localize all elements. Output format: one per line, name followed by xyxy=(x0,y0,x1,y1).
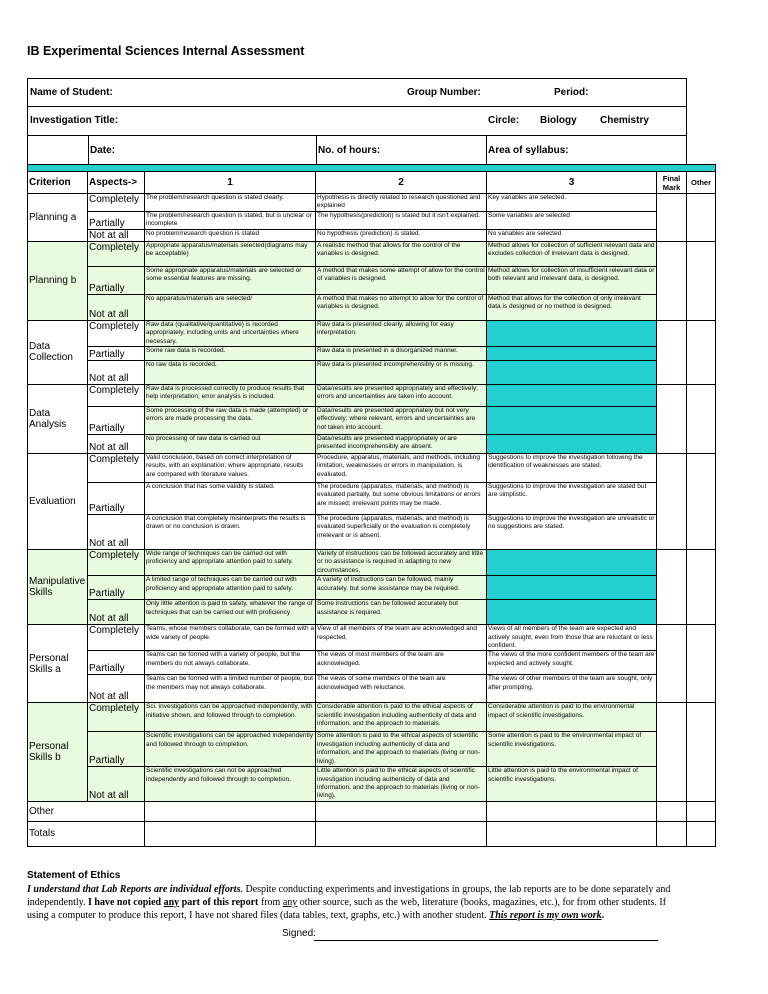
final-mark-cell[interactable] xyxy=(657,801,687,821)
other-cell[interactable] xyxy=(687,703,716,801)
criterion-name: Planning b xyxy=(28,241,88,320)
aspect-label: Completely xyxy=(88,703,145,732)
final-mark-cell[interactable] xyxy=(657,194,687,242)
descriptor-level-3: Views of all members of the team are expected and actively sought, even from those that are reluctant or less confident. xyxy=(487,625,657,651)
aspect-label: Completely xyxy=(88,320,145,346)
table-row xyxy=(28,407,716,435)
descriptor-level-1: The problem/research question is stated clearly. xyxy=(145,194,316,212)
table-row xyxy=(28,801,716,821)
other-row-label: Other xyxy=(28,801,145,821)
criterion-name: Data Analysis xyxy=(28,385,88,454)
table-row xyxy=(28,600,716,625)
descriptor-level-3: The views of the more confident members of the team are expected and actively sought. xyxy=(487,651,657,675)
descriptor-level-1: No raw data is recorded. xyxy=(145,361,316,385)
aspect-label: Not at all xyxy=(88,435,145,454)
period-label: Period: xyxy=(554,87,589,98)
descriptor-level-3: No variables are selected xyxy=(487,229,657,241)
descriptor-level-3: Method that allows for the collection of only irrelevant data is designed or no method is designed. xyxy=(487,294,657,320)
other-cell[interactable] xyxy=(687,801,716,821)
table-row xyxy=(28,515,716,550)
investigation-row xyxy=(27,106,687,136)
aspect-label: Partially xyxy=(88,347,145,361)
col-level-2: 2 xyxy=(316,172,487,194)
descriptor-level-3 xyxy=(487,385,657,407)
biology-option[interactable]: Biology xyxy=(540,115,577,126)
descriptor-level-3: Suggestions to improve the investigation are unrealistic or no suggestions are stated. xyxy=(487,515,657,550)
totals-row-label: Totals xyxy=(28,821,145,846)
table-row xyxy=(28,483,716,515)
descriptor-level-3: Suggestions to improve the investigation are stated but are simplistic. xyxy=(487,483,657,515)
criterion-name: Manipulative Skills xyxy=(28,550,88,625)
table-row xyxy=(28,320,716,346)
descriptor-level-2: The views of some members of the team are acknowledged with reluctance. xyxy=(316,675,487,703)
final-mark-cell[interactable] xyxy=(657,625,687,703)
descriptor-level-2: Some instructions can be followed accurately but assistance is required. xyxy=(316,600,487,625)
final-mark-cell[interactable] xyxy=(657,320,687,384)
final-mark-cell[interactable] xyxy=(657,821,687,846)
aspect-label: Not at all xyxy=(88,361,145,385)
descriptor-level-3: Little attention is paid to the environmental impact of scientific investigations. xyxy=(487,767,657,802)
aspect-label: Not at all xyxy=(88,294,145,320)
aspect-label: Partially xyxy=(88,211,145,229)
aspect-label: Completely xyxy=(88,550,145,576)
student-info-row xyxy=(27,78,687,107)
descriptor-level-2: Procedure, apparatus, materials, and methods, including limitation, weaknesses or errors in manipulation, is evaluated. xyxy=(316,454,487,483)
table-row xyxy=(28,385,716,407)
aspect-label: Not at all xyxy=(88,675,145,703)
descriptor-level-2: Data/results are presented inappropriately or are presented incomprehensibly are absent. xyxy=(316,435,487,454)
descriptor-level-2: View of all members of the team are acknowledged and respected. xyxy=(316,625,487,651)
aspect-label: Not at all xyxy=(88,229,145,241)
descriptor-level-2: Variety of instructions can be followed accurately and little or no assistance is required in adapting to new circumstances. xyxy=(316,550,487,576)
aspect-label: Partially xyxy=(88,576,145,600)
descriptor-level-2: Hypothesis is directly related to research questioned and explained xyxy=(316,194,487,212)
table-row xyxy=(28,229,716,241)
descriptor-level-3: Method allows for collection of sufficient relevant data and excludes collection of irrelevant data is designed. xyxy=(487,241,657,266)
aspect-label: Completely xyxy=(88,241,145,266)
table-row xyxy=(28,211,716,229)
col-level-3: 3 xyxy=(487,172,657,194)
signed-label: Signed: xyxy=(282,928,316,939)
descriptor-level-2: Raw data is presented clearly, allowing for easy interpretation. xyxy=(316,320,487,346)
descriptor-level-1: Some raw data is recorded. xyxy=(145,347,316,361)
table-row xyxy=(28,266,716,294)
aspect-label: Partially xyxy=(88,732,145,767)
descriptor-level-1: A conclusion that completely misinterprets the results is drawn or no conclusion is drawn. xyxy=(145,515,316,550)
other-cell[interactable] xyxy=(687,385,716,454)
blank-cell xyxy=(145,821,316,846)
descriptor-level-1: Teams can be formed with a variety of people, but the members do not always collaborate. xyxy=(145,651,316,675)
rubric-table xyxy=(27,164,716,847)
aspect-label: Not at all xyxy=(88,767,145,802)
descriptor-level-1: Raw data (qualitative/quantitative) is recorded appropriately, including units and uncertainties where necessary. xyxy=(145,320,316,346)
chemistry-option[interactable]: Chemistry xyxy=(600,115,649,126)
descriptor-level-1: Teams can be formed with a limited number of people, but the members may not always collaborate. xyxy=(145,675,316,703)
blank-cell xyxy=(316,801,487,821)
descriptor-level-3: Key variables are selected. xyxy=(487,194,657,212)
table-row xyxy=(28,241,716,266)
descriptor-level-2: A method that makes some attempt of allow for the control of variables is designed. xyxy=(316,266,487,294)
descriptor-level-2: Considerable attention is paid to the ethical aspects of scientific investigation including authenticity of data and information, and the approach to materials. xyxy=(316,703,487,732)
descriptor-level-2: Data/results are presented appropriately and effectively; errors and uncertainties are taken into account. xyxy=(316,385,487,407)
criterion-name: Personal Skills a xyxy=(28,625,88,703)
descriptor-level-1: Teams, whose members collaborate, can be formed with a wide variety of people. xyxy=(145,625,316,651)
descriptor-level-3: Considerable attention is paid to the environmental impact of scientific investigations. xyxy=(487,703,657,732)
other-cell[interactable] xyxy=(687,320,716,384)
descriptor-level-3 xyxy=(487,407,657,435)
descriptor-level-2: Some attention is paid to the ethical aspects of scientific investigation including authenticity of data and information, and the approach to materials (living or non-living). xyxy=(316,732,487,767)
criterion-name: Data Collection xyxy=(28,320,88,384)
aspect-label: Partially xyxy=(88,407,145,435)
aspect-label: Not at all xyxy=(88,600,145,625)
hours-label: No. of hours: xyxy=(318,145,381,156)
descriptor-level-1: Sci. investigations can be approached independently, with initiative shown, and followed through to completion. xyxy=(145,703,316,732)
table-row xyxy=(28,576,716,600)
descriptor-level-3 xyxy=(487,600,657,625)
table-row xyxy=(28,361,716,385)
descriptor-level-1: Some processing of the raw data is made (attempted) or errors are made processing the data. xyxy=(145,407,316,435)
descriptor-level-3 xyxy=(487,320,657,346)
descriptor-level-1: Only little attention is paid to safety, whatever the range of techniques that can be carried out with proficiency xyxy=(145,600,316,625)
descriptor-level-1: Scientific investigations can be approached independently and followed through to completion. xyxy=(145,732,316,767)
table-row xyxy=(28,435,716,454)
descriptor-level-3 xyxy=(487,347,657,361)
descriptor-level-1: Valid conclusion, based on correct interpretation of results, with an explanation; where appropriate, results are compared with literature values. xyxy=(145,454,316,483)
investigation-label: Investigation Title: xyxy=(30,115,119,126)
descriptor-level-1: No apparatus/materials are selected/ xyxy=(145,294,316,320)
ethics-statement: I understand that Lab Reports are individual efforts. Despite conducting experiments and investigations in groups, the lab reports are to be done separately and independently. I have not copied any part of this report from any other source, such as the web, literature (books, magazines, etc.), for from other students. If using a computer to produce this report, I have not shared files (data tables, text, graphs, etc.) with another student. This report is my own work. xyxy=(27,884,671,921)
other-cell[interactable] xyxy=(687,194,716,242)
aspect-label: Completely xyxy=(88,194,145,212)
descriptor-level-2: Raw data is presented incomprehensibly or is missing. xyxy=(316,361,487,385)
descriptor-level-2: Raw data is presented in a disorganized manner. xyxy=(316,347,487,361)
table-row xyxy=(28,821,716,846)
table-row xyxy=(28,347,716,361)
final-mark-cell[interactable] xyxy=(657,454,687,550)
aspect-label: Completely xyxy=(88,454,145,483)
blank-cell xyxy=(487,821,657,846)
table-row xyxy=(28,454,716,483)
descriptor-level-3 xyxy=(487,361,657,385)
descriptor-level-3 xyxy=(487,435,657,454)
descriptor-level-2: A realistic method that allows for the control of the variables is designed. xyxy=(316,241,487,266)
descriptor-level-2: Data/results are presented appropriately but not very effectively; where relevant, errors and uncertainties are not taken into account. xyxy=(316,407,487,435)
final-mark-cell[interactable] xyxy=(657,241,687,320)
aspect-label: Partially xyxy=(88,651,145,675)
descriptor-level-1: Appropriate apparatus/materials selected(diagrams may be acceptable) xyxy=(145,241,316,266)
aspect-label: Completely xyxy=(88,385,145,407)
descriptor-level-1: The problem/research question is stated, but is unclear or incomplete xyxy=(145,211,316,229)
descriptor-level-2: The procedure (apparatus, materials, and method) is evaluated partially, but some obvious limitations or errors are missed; irrelevant points may be made. xyxy=(316,483,487,515)
descriptor-level-1: Scientific investigations can not be approached independently and followed through to completion. xyxy=(145,767,316,802)
descriptor-level-1: Some appropriate apparatus/materials are selected or some essential features are missing. xyxy=(145,266,316,294)
page-title: IB Experimental Sciences Internal Assessment xyxy=(27,44,305,58)
table-row xyxy=(28,550,716,576)
descriptor-level-2: The hypothesis(prediction) is stated but it isn't explained. xyxy=(316,211,487,229)
col-other: Other xyxy=(687,172,716,194)
blank-cell xyxy=(145,801,316,821)
table-row xyxy=(28,651,716,675)
name-label: Name of Student: xyxy=(30,87,113,98)
descriptor-level-2: A variety of instructions can be followed, mainly accurately, but some assistance may be required. xyxy=(316,576,487,600)
descriptor-level-1: Raw data is processed correctly to produce results that help interpretation; error analysis is included. xyxy=(145,385,316,407)
blank-cell xyxy=(487,801,657,821)
other-cell[interactable] xyxy=(687,241,716,320)
table-row xyxy=(28,675,716,703)
descriptor-level-2: A method that makes no attempt to allow for the control of variables is designed. xyxy=(316,294,487,320)
aspect-label: Partially xyxy=(88,483,145,515)
descriptor-level-1: A limited range of techniques can be carried out with proficiency and appropriate attention paid to safety. xyxy=(145,576,316,600)
descriptor-level-2: The procedure (apparatus, materials, and method) is evaluated superficially or the evaluation is completely irrelevant or is absent. xyxy=(316,515,487,550)
table-row xyxy=(28,625,716,651)
date-row xyxy=(27,135,687,165)
signature-line[interactable] xyxy=(314,940,658,941)
table-row xyxy=(28,294,716,320)
other-cell[interactable] xyxy=(687,454,716,550)
ethics-heading: Statement of Ethics xyxy=(27,870,121,881)
criterion-name: Evaluation xyxy=(28,454,88,550)
criterion-name: Personal Skills b xyxy=(28,703,88,801)
blank-cell xyxy=(316,821,487,846)
other-cell[interactable] xyxy=(687,821,716,846)
final-mark-cell[interactable] xyxy=(657,703,687,801)
final-mark-cell[interactable] xyxy=(657,385,687,454)
descriptor-level-3 xyxy=(487,550,657,576)
other-cell[interactable] xyxy=(687,625,716,703)
descriptor-level-3: Some attention is paid to the environmental impact of scientific investigations. xyxy=(487,732,657,767)
aspect-label: Completely xyxy=(88,625,145,651)
descriptor-level-3: Method allows for collection of insufficient relevant data or both relevant and irrelevant data, is designed. xyxy=(487,266,657,294)
table-row xyxy=(28,703,716,732)
descriptor-level-1: Wide range of techniques can be carried out with proficiency and appropriate attention paid to safety. xyxy=(145,550,316,576)
aspect-label: Partially xyxy=(88,266,145,294)
header-divider-bar xyxy=(28,165,716,172)
other-cell[interactable] xyxy=(687,550,716,625)
descriptor-level-1: A conclusion that has some validity is stated. xyxy=(145,483,316,515)
circle-label: Circle: xyxy=(488,115,520,126)
descriptor-level-2: The views of most members of the team are acknowledged. xyxy=(316,651,487,675)
descriptor-level-1: No processing of raw data is carried out xyxy=(145,435,316,454)
aspect-label: Not at all xyxy=(88,515,145,550)
col-criterion: Criterion xyxy=(28,172,88,194)
descriptor-level-3: Suggestions to improve the investigation following the identification of weaknesses are stated. xyxy=(487,454,657,483)
descriptor-level-3: Some variables are selected xyxy=(487,211,657,229)
area-label: Area of syllabus: xyxy=(488,145,569,156)
descriptor-level-3 xyxy=(487,576,657,600)
descriptor-level-3: The views of other members of the team are sought, only after prompting. xyxy=(487,675,657,703)
descriptor-level-2: No hypothesis (prediction) is stated. xyxy=(316,229,487,241)
criterion-name: Planning a xyxy=(28,194,88,242)
descriptor-level-1: No problem/research question is stated xyxy=(145,229,316,241)
final-mark-cell[interactable] xyxy=(657,550,687,625)
col-level-1: 1 xyxy=(145,172,316,194)
table-row xyxy=(28,194,716,212)
date-label: Date: xyxy=(90,145,116,156)
group-label: Group Number: xyxy=(407,87,481,98)
descriptor-level-2: Little attention is paid to the ethical aspects of scientific investigation including authenticity of data and information, and the approach to materials (living or non-living). xyxy=(316,767,487,802)
table-row xyxy=(28,767,716,802)
col-final-mark: Final Mark xyxy=(657,172,687,194)
col-aspects: Aspects-> xyxy=(88,172,145,194)
table-row xyxy=(28,732,716,767)
